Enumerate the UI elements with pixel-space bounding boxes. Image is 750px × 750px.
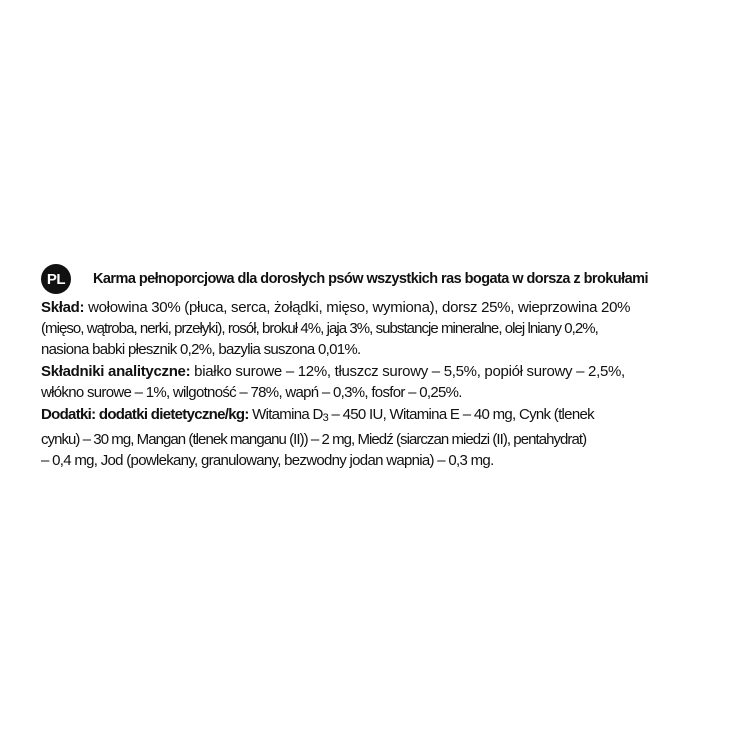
additives-line-1	[41, 404, 713, 429]
composition-line-3: nasiona babki płesznik 0,2%, bazylia suszona 0,01%.	[41, 341, 361, 358]
composition-label: Skład:	[41, 299, 85, 316]
composition-line-2: (mięso, wątroba, nerki, przełyki), rosół, brokuł 4%, jaja 3%, substancje mineralne, olej lniany 0,2%,	[41, 320, 598, 337]
analytical-label: Składniki analityczne:	[41, 363, 191, 380]
language-badge: PL	[41, 264, 71, 294]
analytical-section	[41, 361, 713, 403]
additives-label: Dodatki: dodatki dietetyczne/kg:	[41, 406, 249, 423]
ingredients-label	[41, 264, 713, 471]
additives-text-1b: – 450 IU, Witamina E – 40 mg, Cynk (tlenek	[328, 406, 594, 423]
product-title: Karma pełnoporcjowa dla dorosłych psów wszystkich ras bogata w dorsza z brokułami	[93, 271, 648, 287]
composition-line-1	[41, 297, 713, 318]
vitamin-d-subscript: 3	[322, 412, 329, 424]
composition-section	[41, 297, 713, 360]
analytical-line-2: włókno surowe – 1%, wilgotność – 78%, wapń – 0,3%, fosfor – 0,25%.	[41, 384, 462, 401]
label-header	[41, 264, 713, 294]
additives-text-1a: Witamina D	[248, 406, 323, 423]
composition-text-1: wołowina 30% (płuca, serca, żołądki, mięso, wymiona), dorsz 25%, wieprzowina 20%	[84, 299, 631, 316]
additives-line-3: – 0,4 mg, Jod (powlekany, granulowany, bezwodny jodan wapnia) – 0,3 mg.	[41, 452, 494, 469]
analytical-line-1	[41, 361, 713, 382]
additives-line-2: cynku) – 30 mg, Mangan (tlenek manganu (II)) – 2 mg, Miedź (siarczan miedzi (II), pentahydrat)	[41, 431, 587, 448]
analytical-text-1: białko surowe – 12%, tłuszcz surowy – 5,5%, popiół surowy – 2,5%,	[190, 363, 625, 380]
additives-section	[41, 404, 713, 471]
